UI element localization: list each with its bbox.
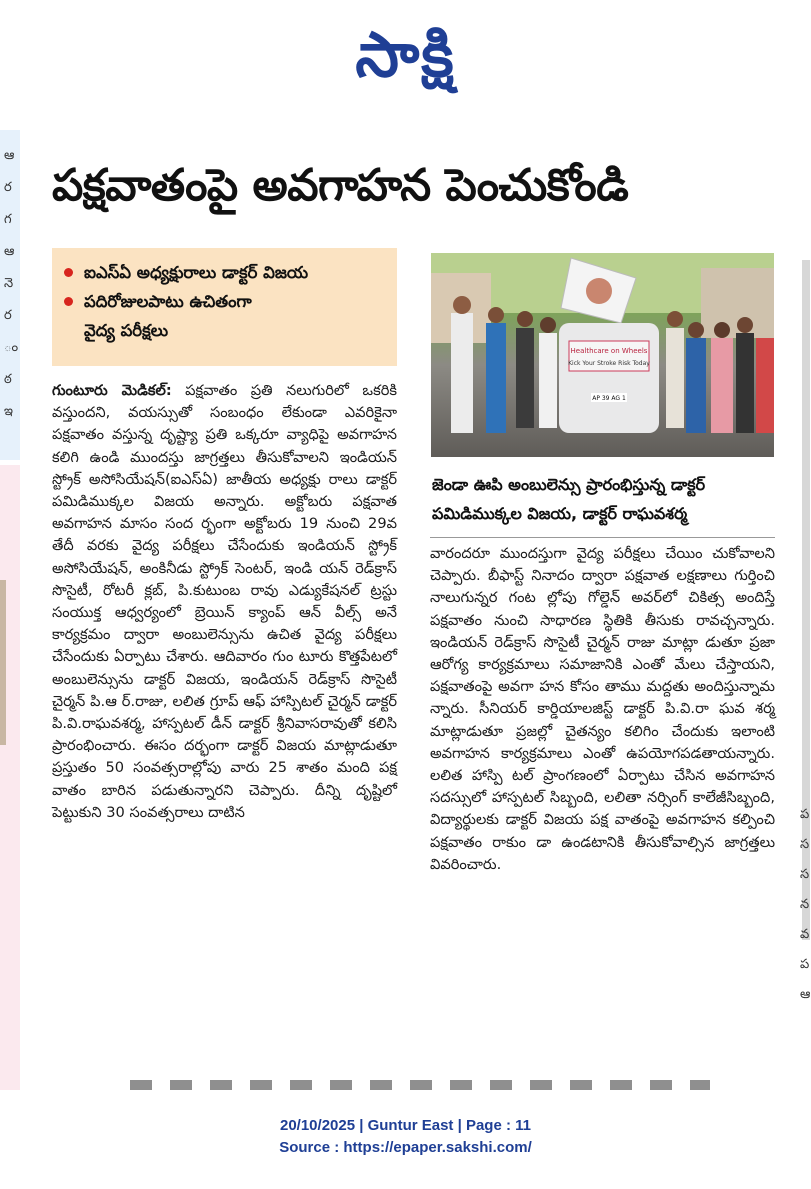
footer-date-edition-page: 20/10/2025 | Guntur East | Page : 11 (279, 1117, 531, 1134)
body-paragraph (52, 380, 397, 824)
caption-divider (430, 537, 775, 538)
body-column-1 (52, 380, 397, 824)
next-article-edge (130, 1080, 710, 1090)
article-headline: పక్షవాతంపై అవగాహన పెంచుకోండి (52, 160, 629, 211)
article-photo (431, 253, 774, 457)
body-text-col2: వారందరూ ముందస్తుగా వైద్య పరీక్షలు చేయిం చుకోవాలని చెప్పారు. బీఫాస్ట్ నినాదం ద్వారా పక్షవాత లక్షణాలు గుర్తించి నాలుగున్నర గంట ల్లోపు గోల్డెన్ అవర్‌లో చికిత్స అందిస్తే పక్షవాతం నుంచి సాధారణ స్థితికి తీసుకు రావచ్చన్నారు. ఇండియన్ రెడ్‌క్రాస్ సొసైటీ చైర్మన్ రాజు మాట్లా డుతూ ప్రజా ఆరోగ్య కార్యక్రమాలు సమాజానికి ఎంతో మేలు చేస్తాయని, పక్షవాతంపై అవగా హన కోసం తాము మద్దతు అందిస్తున్నామ న్నారు. సీనియర్ కార్డియాలజిస్ట్ డాక్టర్ పి.వి.రా ఘవ శర్మ మాట్లాడుతూ ప్రజల్లో చైతన్యం కలిగిం చేందుకు ఇలాంటి అవగాహన కార్యక్రమాలు ఎంతో ఉపయోగపడతాయన్నారు. లలిత హాస్పి టల్ ప్రాంగణంలో ఏర్పాటు చేసిన అవగాహన సదస్సులో హాస్పటల్ సిబ్బంది, లలితా నర్సింగ్ కాలేజీసిబ్బంది, విద్యార్థులకు డాక్టర్ విజయ పక్ష వాతంపై అవగాహన కల్పించి పక్షవాతం రాకుం డా ఉండటానికి తీసుకోవాల్సిన జాగ్రత్తలు వివరించారు. (430, 545, 775, 873)
left-edge-photo-strip (0, 580, 6, 745)
body-text-col1: పక్షవాతం ప్రతి నలుగురిలో ఒకరికి వస్తుందని, వయస్సుతో సంబంధం లేకుండా ఎవరికైనా పక్షవాతం వస్తున్న దృష్ట్యా ప్రతి ఒక్కరూ వ్యాధిపై అవగాహన కలిగి ఉండి ముందస్తు జాగ్రత్తలు తీసుకోవాలని ఇండియన్ స్ట్రోక్ అసోసియేషన్(ఐఎస్ఏ) జాతీయ అధ్యక్షు రాలు డాక్టర్ పమిడిముక్కల విజయ అన్నారు. అక్టోబరు పక్షవాత అవగాహన మాసం సంద ర్భంగా అక్టోబరు 19 నుంచి 29వ తేదీ వరకు వైద్య పరీక్షలు చేసేందుకు ఇండియన్ స్ట్రోక్ అసోసియేషన్, అంకినీడు స్ట్రోక్ సెంటర్, ఇండి యన్ రెడ్‌క్రాస్ సొసైటీ, రోటరీ క్లబ్, పి.కుటుంబ రావు ఎడ్యుకేషనల్ ట్రస్టు సంయుక్త ఆధ్వర్యంలో బ్రెయిన్ క్యాంప్ ఆన్ వీల్స్ అనే కార్యక్రమం ద్వారా అంబులెన్సును ఉచిత వైద్య పరీక్షలు చేసేందుకు ఏర్పాటు చేశారు. ఆదివారం గుం టూరు కొత్తపేటలో అంబులెన్సును డాక్టర్ విజయ, ఇండియన్ రెడ్‌క్రాస్ సొసైటీ చైర్మన్ పి.ఆ ర్.రాజు, లలిత గ్రూప్ ఆఫ్ హాస్పిటల్ చైర్మన్ డాక్టర్ పి.వి.రాఘవశర్మ, హాస్పటల్ డీన్ డాక్టర్ శ్రీనివాసరావుతో కలిసి ప్రారంభించారు. ఈసం దర్భంగా డాక్టర్ విజయ మాట్లాడుతూ ప్రస్తుతం 50 సంవత్సరాల్లోపు వారు 25 శాతం మంది పక్ష వాతం బారిన పడుతున్నారని చెప్పారు. దీన్ని దృష్టిలో పెట్టుకుని 30 సంవత్సరాలు దాటిన (52, 382, 397, 821)
footer-source-link[interactable]: Source : https://epaper.sakshi.com/ (279, 1139, 532, 1156)
masthead (0, 0, 811, 110)
left-edge-text: ఆ ర గ ఆ నె ర ం ఠ ఇ (4, 148, 19, 419)
highlights-box (52, 248, 397, 366)
photo-illustration (431, 253, 774, 457)
photo-caption: జెండా ఊపి అంబులెన్సు ప్రారంభిస్తున్న డాక్టర్ పమిడిముక్కల విజయ, డాక్టర్ రాఘవశర్మ (432, 475, 706, 523)
photo-plate-text: AP 39 AG 1 (592, 395, 626, 402)
left-neighbour-article-edge (0, 130, 20, 1090)
photo-sign-text: Kick Your Stroke Risk Today (568, 360, 650, 367)
page-footer (0, 1115, 811, 1159)
photo-banner-text: Healthcare on Wheels (570, 347, 648, 355)
right-neighbour-article-edge (800, 130, 811, 1090)
highlight-item: ఐఎస్ఏ అధ్యక్షురాలు డాక్టర్ విజయ (64, 258, 387, 287)
body-column-2 (430, 543, 775, 876)
dateline: గుంటూరు మెడికల్: (52, 382, 172, 399)
right-edge-text: ప స స న వ ప ఆ (800, 807, 811, 1002)
highlight-item: పదిరోజులపాటు ఉచితంగా (64, 287, 387, 316)
left-edge-pink-panel (0, 465, 20, 1090)
sakshi-logo: సాక్షి (355, 18, 456, 91)
highlight-item-continued: వైద్య పరీక్షలు (84, 321, 169, 340)
